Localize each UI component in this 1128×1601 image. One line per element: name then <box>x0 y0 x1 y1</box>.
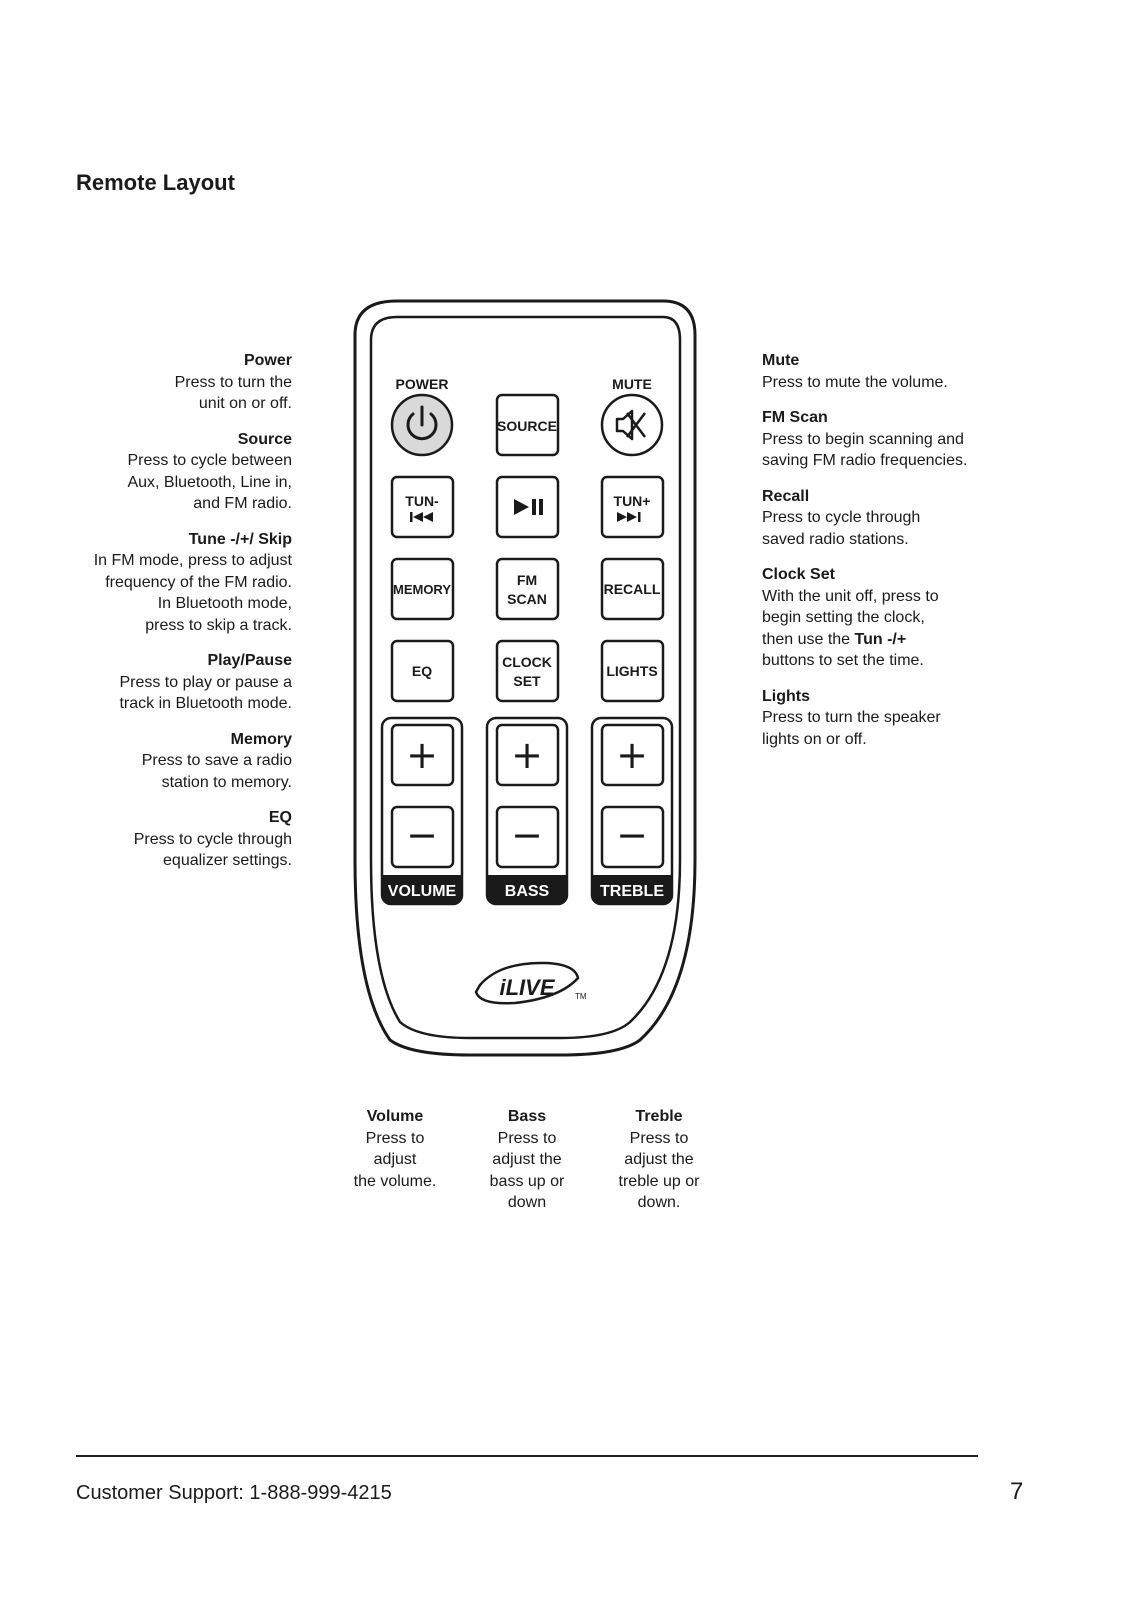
recall-title: Recall <box>762 487 810 505</box>
bass-label: BASS <box>504 883 550 900</box>
clock-label: CLOCK <box>502 654 552 670</box>
lights-desc-line: Press to turn the speaker <box>762 709 941 726</box>
lights-title: Lights <box>762 687 810 705</box>
tune-title: Tune -/+/ Skip <box>188 530 292 548</box>
bass-desc-line: bass up or <box>489 1172 565 1190</box>
treble-plus-symbol: + <box>616 733 648 777</box>
fm-scan-desc-line: saving FM radio frequencies. <box>762 452 968 469</box>
power-label: POWER <box>395 376 449 392</box>
bass-minus-symbol: − <box>511 813 543 857</box>
eq-desc-line: Press to cycle through <box>133 830 292 848</box>
power-title: Power <box>243 352 292 369</box>
eq-label: EQ <box>411 663 433 679</box>
lights-label: LIGHTS <box>606 663 658 679</box>
source-desc-line: Aux, Bluetooth, Line in, <box>127 473 292 491</box>
tune-desc-line: In FM mode, press to adjust <box>93 552 292 569</box>
play-pause-desc-line: Press to play or pause a <box>119 673 292 691</box>
bass-up-button[interactable] <box>497 725 558 785</box>
bass-plus-symbol: + <box>511 733 543 777</box>
recall-button[interactable] <box>602 559 663 619</box>
volume-plus-symbol: + <box>406 733 438 777</box>
bass-title: Bass <box>507 1108 547 1125</box>
treble-desc-line: adjust the <box>624 1151 694 1168</box>
clock-set-desc-line: buttons to set the time. <box>762 652 924 669</box>
clock-set-desc-line: With the unit off, press to <box>762 587 939 605</box>
volume-up-button[interactable] <box>392 725 453 785</box>
source-label: SOURCE <box>497 418 557 434</box>
fm-scan-button[interactable] <box>497 559 558 619</box>
clock-set-button[interactable] <box>497 641 558 701</box>
volume-label: VOLUME <box>387 883 457 900</box>
treble-up-button[interactable] <box>602 725 663 785</box>
tune-desc-line: In Bluetooth mode, <box>157 595 292 612</box>
play-pause-title: Play/Pause <box>207 652 292 669</box>
fm-scan-title: FM Scan <box>762 409 828 426</box>
source-title: Source <box>237 430 292 448</box>
treble-minus-symbol: − <box>616 813 648 857</box>
tune-plus-button[interactable] <box>602 477 663 537</box>
tune-minus-button[interactable] <box>392 477 453 537</box>
memory-label: MEMORY <box>392 582 452 597</box>
eq-button[interactable] <box>392 641 453 701</box>
eq-title: EQ <box>268 809 292 826</box>
customer-support: Customer Support: 1-888-999-4215 <box>76 1482 392 1504</box>
volume-title: Volume <box>366 1108 424 1125</box>
treble-desc-line: treble up or <box>618 1172 700 1190</box>
page-title: Remote Layout <box>76 170 235 195</box>
mute-title: Mute <box>762 352 800 369</box>
bass-down-button[interactable] <box>497 807 558 867</box>
treble-desc-line: Press to <box>629 1129 689 1147</box>
tune-desc-line: frequency of the FM radio. <box>105 573 292 591</box>
clock-set-desc-bold: Tun -/+ <box>854 630 907 648</box>
volume-desc-line: Press to <box>365 1129 425 1147</box>
eq-desc-line: equalizer settings. <box>163 852 292 869</box>
set-label: SET <box>513 673 541 689</box>
clock-set-title: Clock Set <box>762 566 835 583</box>
bass-desc-line: down <box>507 1194 547 1211</box>
tune-desc-line: press to skip a track. <box>145 616 292 634</box>
treble-title: Treble <box>635 1108 683 1125</box>
recall-desc-line: saved radio stations. <box>762 530 909 548</box>
fm-scan-desc-line: Press to begin scanning and <box>762 430 964 448</box>
mute-button[interactable] <box>602 395 662 455</box>
bass-desc-line: Press to <box>497 1129 557 1147</box>
volume-down-button[interactable] <box>392 807 453 867</box>
play-pause-desc-line: track in Bluetooth mode. <box>119 695 292 712</box>
memory-desc-line: Press to save a radio <box>141 752 292 769</box>
clock-set-desc-pre: then use the <box>762 630 855 648</box>
memory-title: Memory <box>230 730 292 748</box>
recall-label: RECALL <box>603 581 661 597</box>
power-button[interactable] <box>392 395 452 455</box>
brand-text: iLIVE <box>499 975 555 1000</box>
clock-set-desc-line: begin setting the clock, <box>762 609 925 626</box>
source-desc-line: and FM radio. <box>193 495 292 512</box>
mute-desc-line: Press to mute the volume. <box>762 373 948 391</box>
mute-label: MUTE <box>612 376 652 392</box>
tune-plus-label: TUN+ <box>613 493 651 509</box>
power-desc-line: unit on or off. <box>198 395 292 412</box>
tune-minus-label: TUN- <box>405 493 439 509</box>
lights-button[interactable] <box>602 641 663 701</box>
bass-desc-line: adjust the <box>492 1151 562 1168</box>
trademark-text: TM <box>575 992 587 1001</box>
footer-rule <box>76 1455 978 1457</box>
play-pause-button[interactable] <box>497 477 558 537</box>
treble-desc-line: down. <box>637 1194 681 1211</box>
memory-button[interactable] <box>392 559 453 619</box>
treble-label: TREBLE <box>600 883 664 900</box>
volume-desc-line: adjust <box>373 1151 417 1168</box>
recall-desc-line: Press to cycle through <box>762 509 921 526</box>
volume-minus-symbol: − <box>406 813 438 857</box>
page-number: 7 <box>1010 1478 1024 1505</box>
treble-down-button[interactable] <box>602 807 663 867</box>
fm-label: FM <box>516 572 538 588</box>
volume-desc-line: the volume. <box>353 1172 437 1190</box>
memory-desc-line: station to memory. <box>161 773 292 791</box>
source-button[interactable] <box>497 395 558 455</box>
power-desc-line: Press to turn the <box>174 373 292 391</box>
scan-label: SCAN <box>507 591 547 607</box>
source-desc-line: Press to cycle between <box>127 452 292 469</box>
lights-desc-line: lights on or off. <box>762 730 867 748</box>
